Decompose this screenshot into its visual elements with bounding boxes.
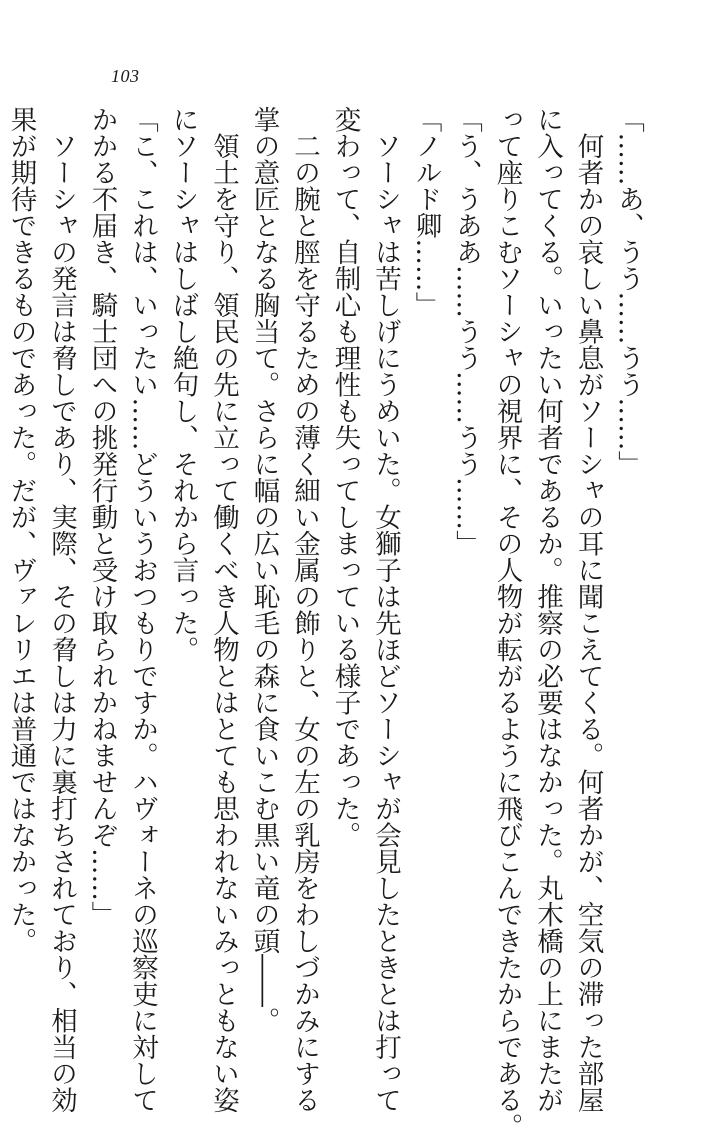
text-line: って座りこむソーシャの視界に、その人物が転がるように飛びこんできたからである。 — [491, 106, 523, 1140]
text-line: にソーシャはしばし絶句し、それから言った。 — [167, 106, 199, 663]
text-line: ソーシャは苦しげにうめいた。女獅子は先ほどソーシャが会見したときとは打って — [370, 106, 401, 1113]
text-line: 果が期待できるものであった。だが、ヴァレリエは普通ではなかった。 — [5, 106, 37, 954]
text-line: 「こ、これは、いったい……どういうおつもりですか。ハヴォーネの巡察吏に対して — [127, 106, 158, 1113]
page-number: 103 — [111, 66, 140, 86]
text-line: かかる不届き、騎士団への挑発行動と受け取られかねませんぞ……」 — [86, 106, 118, 928]
text-line: 変わって、自制心も理性も失ってしまっている様子であった。 — [329, 106, 361, 848]
text-line: 二の腕と脛を守るための薄く細い金属の飾りと、女の左の乳房をわしづかみにする — [289, 106, 320, 1113]
novel-text-body — [5, 106, 648, 1140]
text-line: に入ってくる。いったい何者であるか。推察の必要はなかった。丸木橋の上にまたが — [532, 106, 563, 1113]
text-line: 「……あ、うう……うう……」 — [613, 106, 644, 477]
text-line: 「う、うああ……うう……うう……」 — [451, 106, 482, 557]
text-line: 何者かの哀しい鼻息がソーシャの耳に聞こえてくる。何者かが、空気の滞った部屋 — [572, 106, 604, 1113]
text-line: 領土を守り、領民の先に立って働くべき人物とはとても思われないみっともない姿 — [208, 106, 239, 1113]
text-line: 掌の意匠となる胸当て。さらに幅の広い恥毛の森に食いこむ黒い竜の頭――。 — [248, 106, 280, 1034]
text-line: ソーシャの発言は脅しであり、実際、その脅しは力に裏打ちされており、相当の効 — [46, 106, 77, 1113]
text-line: 「ノルド卿……」 — [410, 106, 442, 318]
